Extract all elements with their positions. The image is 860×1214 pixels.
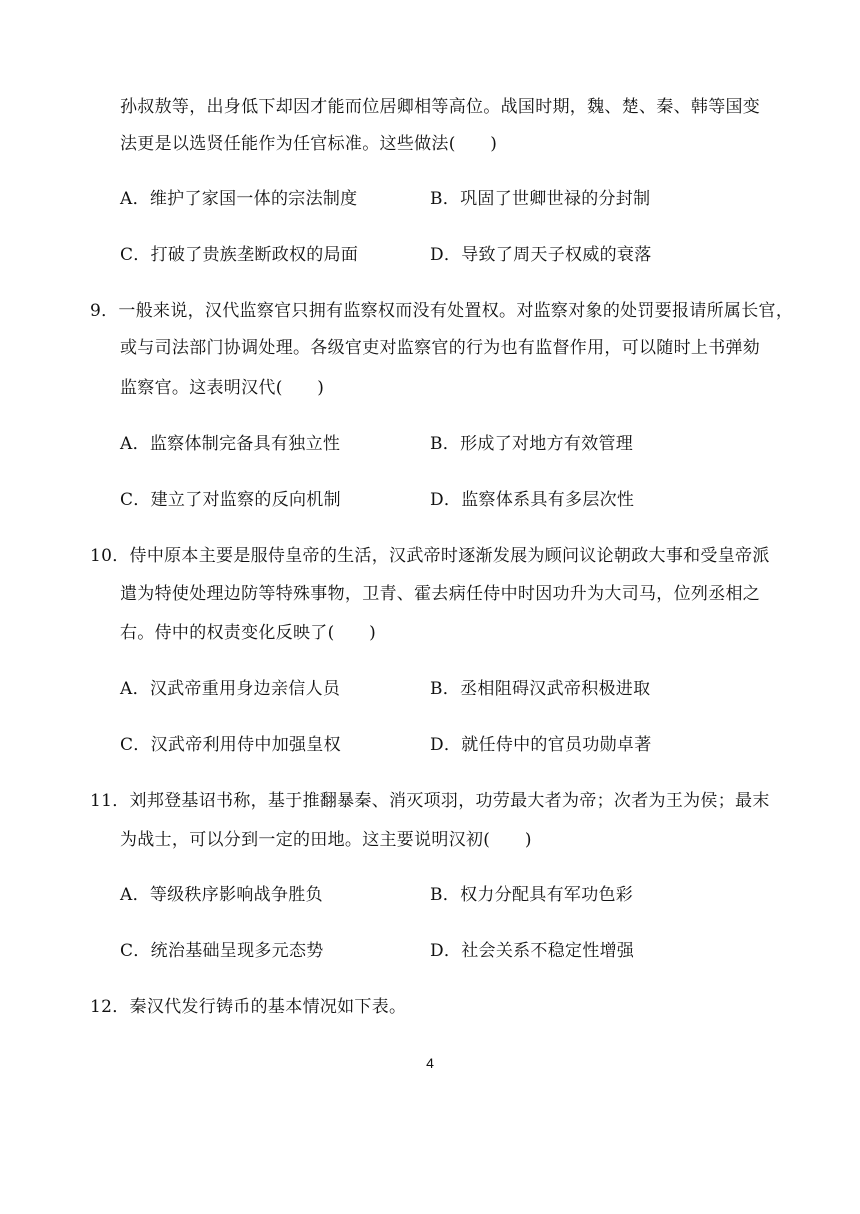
page-number: 4 [426, 1055, 434, 1071]
question-9-option-d: D．监察体系具有多层次性 [430, 490, 635, 510]
question-10-text-line-3: 右。侍中的权责变化反映了( ) [120, 623, 377, 643]
question-8-option-a: A．维护了家国一体的宗法制度 [120, 189, 358, 209]
question-11-text-line-2: 为战士，可以分到一定的田地。这主要说明汉初( ) [120, 830, 532, 850]
question-9-option-a: A．监察体制完备具有独立性 [120, 434, 341, 454]
question-9-text-line-3: 监察官。这表明汉代( ) [120, 378, 325, 398]
question-10-text-line-2: 遣为特使处理边防等特殊事物，卫青、霍去病任侍中时因功升为大司马，位列丞相之 [120, 584, 761, 604]
question-10-option-b: B．丞相阻碍汉武帝积极进取 [430, 679, 651, 699]
question-10-option-d: D．就任侍中的官员功勋卓著 [430, 735, 652, 755]
question-11-text-line-1: 11．刘邦登基诏书称，基于推翻暴秦、消灭项羽，功劳最大者为帝；次者为王为侯；最末 [90, 791, 770, 811]
question-10-option-c: C．汉武帝利用侍中加强皇权 [120, 735, 341, 755]
question-11-option-c: C．统治基础呈现多元态势 [120, 941, 324, 961]
question-9-text-line-1: 9．一般来说，汉代监察官只拥有监察权而没有处置权。对监察对象的处罚要报请所属长官， [90, 301, 794, 321]
question-8-option-d: D．导致了周天子权威的衰落 [430, 245, 652, 265]
question-9-option-b: B．形成了对地方有效管理 [430, 434, 634, 454]
question-8-text-line-1: 孙叔敖等，出身低下却因才能而位居卿相等高位。战国时期，魏、楚、秦、韩等国变 [120, 97, 761, 117]
question-10-option-a: A．汉武帝重用身边亲信人员 [120, 679, 341, 699]
question-9-option-c: C．建立了对监察的反向机制 [120, 490, 341, 510]
question-11-option-b: B．权力分配具有军功色彩 [430, 885, 634, 905]
question-11-option-d: D．社会关系不稳定性增强 [430, 941, 635, 961]
question-10-text-line-1: 10．侍中原本主要是服侍皇帝的生活，汉武帝时逐渐发展为顾问议论朝政大事和受皇帝派 [90, 546, 770, 566]
question-8-text-line-2: 法更是以选贤任能作为任官标准。这些做法( ) [120, 134, 498, 154]
question-12-text-line-1: 12．秦汉代发行铸币的基本情况如下表。 [90, 997, 407, 1017]
question-11-option-a: A．等级秩序影响战争胜负 [120, 885, 323, 905]
question-8-option-c: C．打破了贵族垄断政权的局面 [120, 245, 359, 265]
question-9-text-line-2: 或与司法部门协调处理。各级官吏对监察官的行为也有监督作用，可以随时上书弹劾 [120, 338, 761, 358]
question-8-option-b: B．巩固了世卿世禄的分封制 [430, 189, 651, 209]
